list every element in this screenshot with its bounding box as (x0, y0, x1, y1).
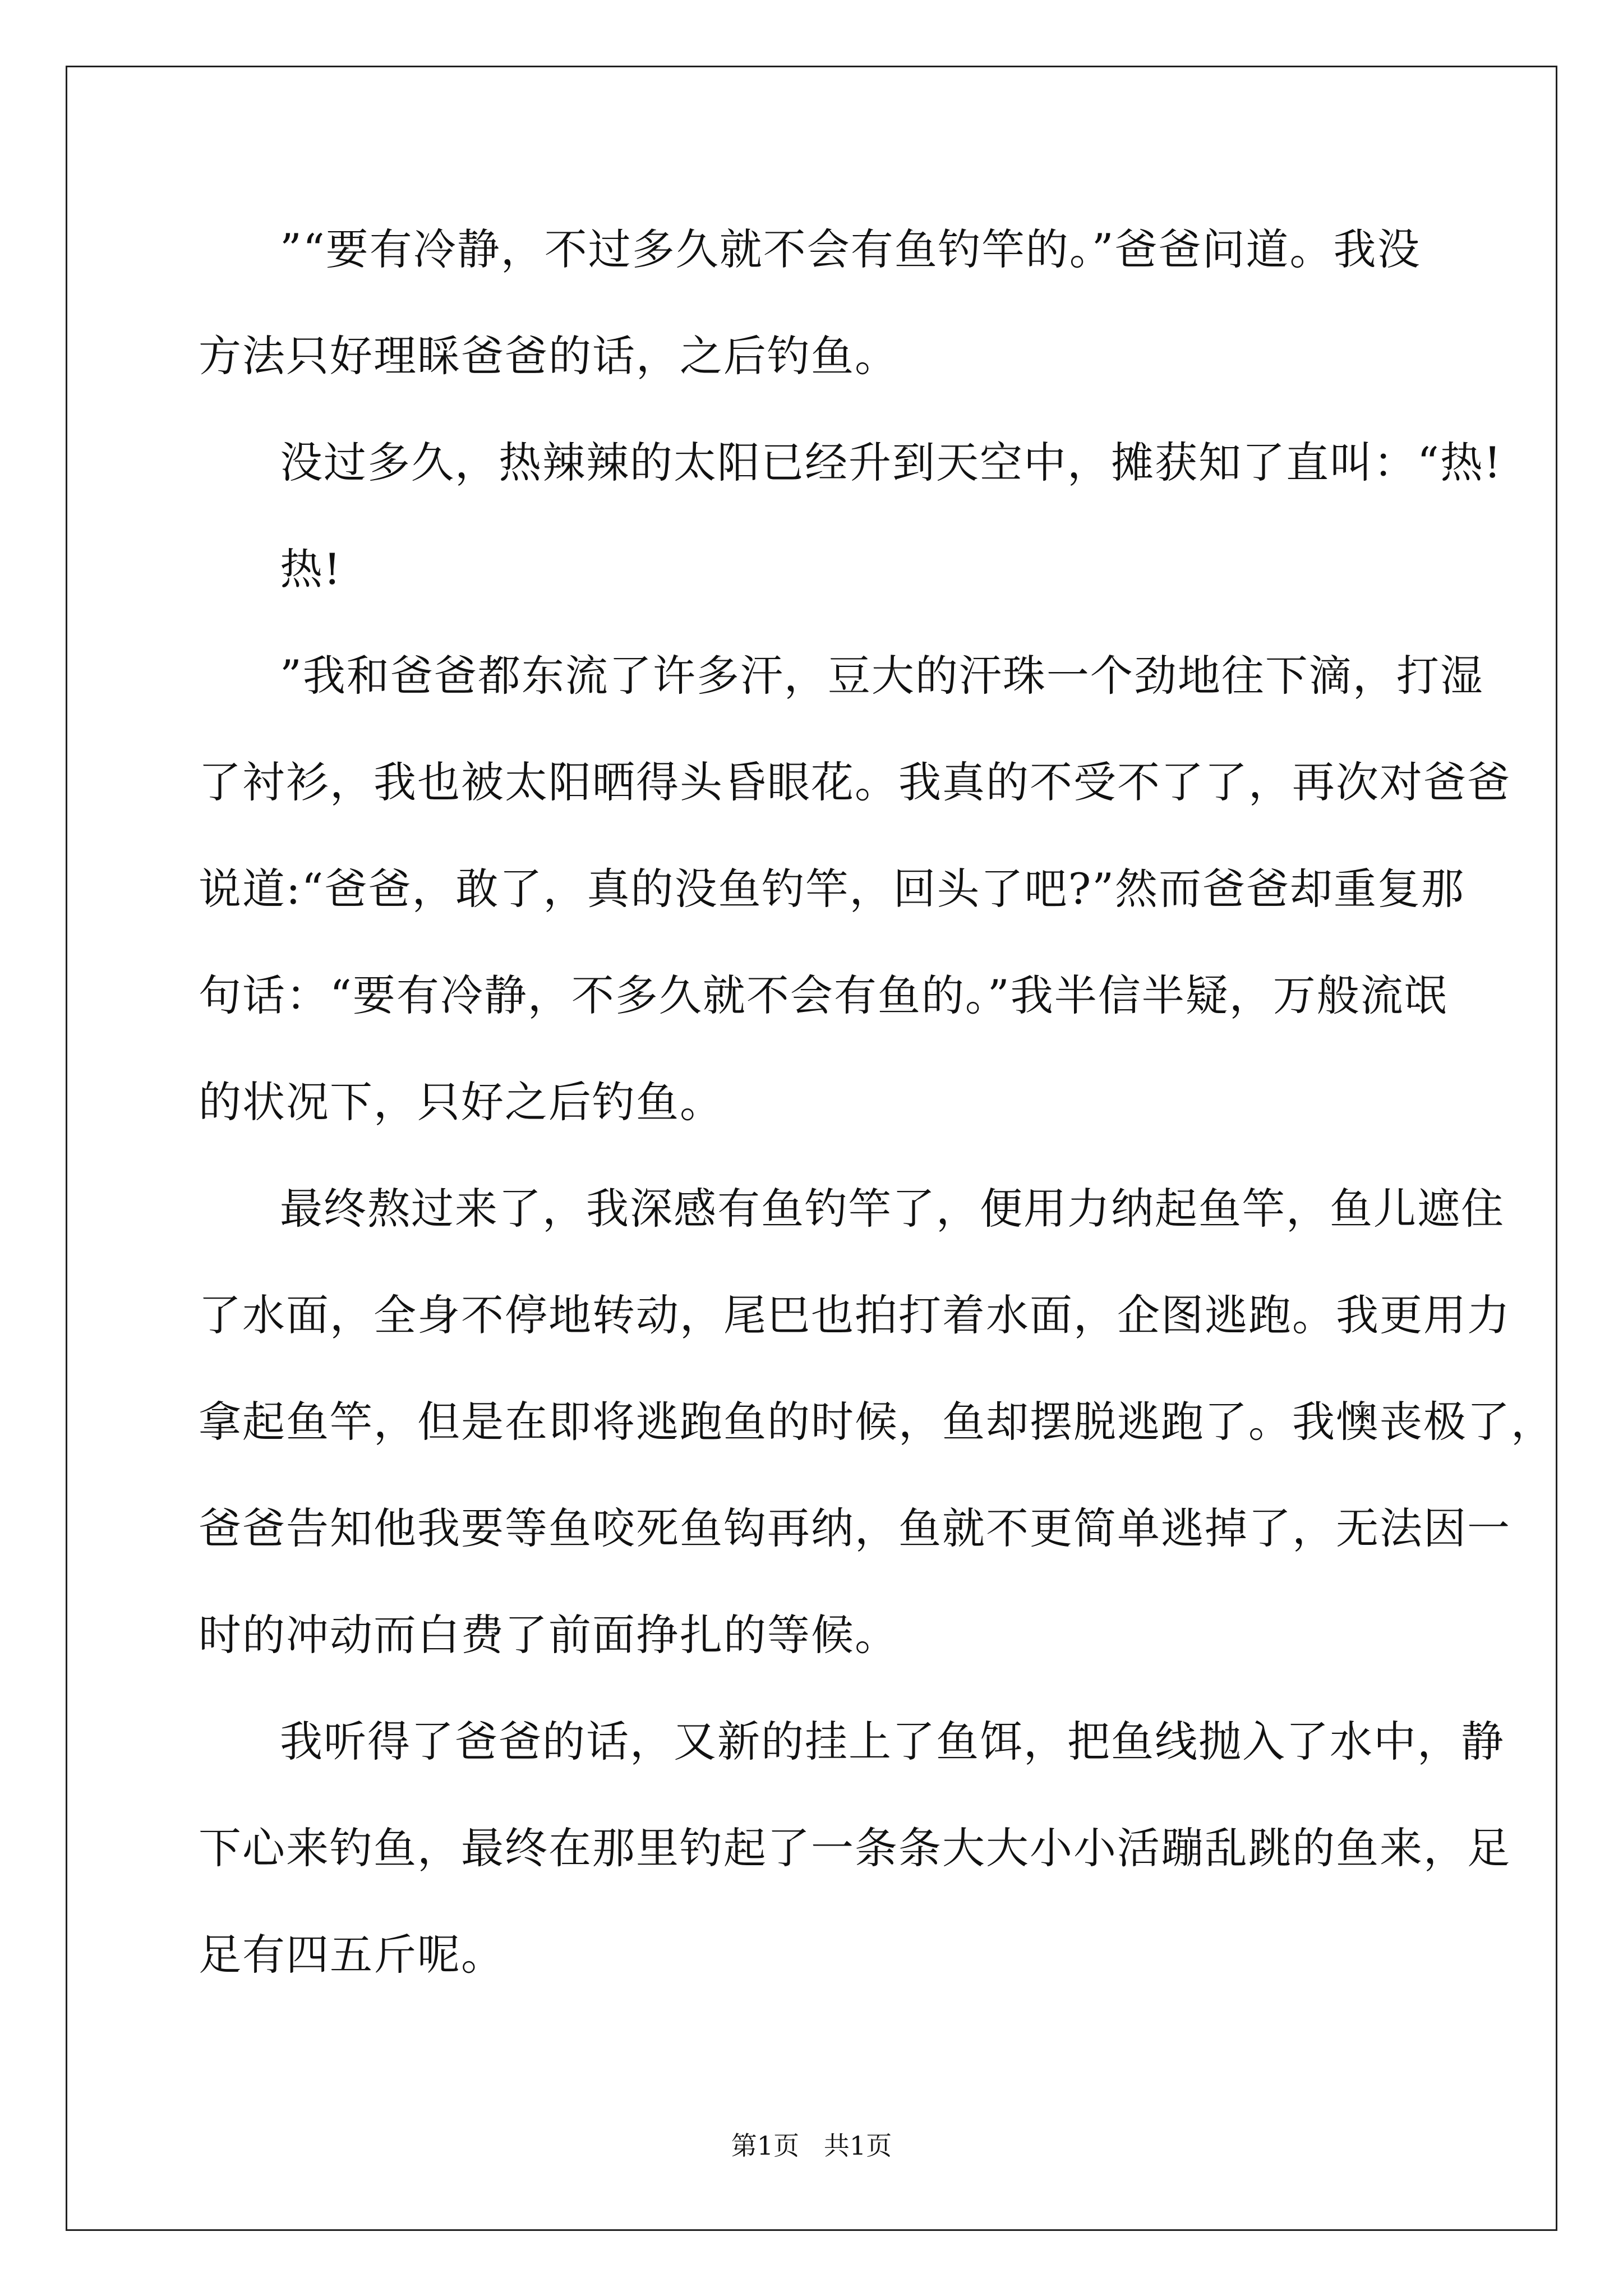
text-line: 说道:“爸爸，敢了，真的没鱼钓竿，回头了吧?”然而爸爸却重复那 (199, 864, 1465, 914)
document-body (199, 210, 1555, 2022)
text-line: 的状况下，只好之后钓鱼。 (199, 1077, 723, 1127)
text-line: 时的冲动而白费了前面挣扎的等候。 (199, 1610, 898, 1660)
text-line: 热! (280, 544, 342, 594)
text-line: 足有四五斤呢。 (199, 1930, 505, 1980)
text-line: 拿起鱼竿，但是在即将逃跑鱼的时候，鱼却摆脱逃跑了。我懊丧极了， (199, 1397, 1555, 1447)
text-line: 句话：“要有冷静，不多久就不会有鱼的。”我半信半疑，万般流氓 (199, 970, 1448, 1020)
text-line: 下心来钓鱼，最终在那里钓起了一条条大大小小活蹦乱跳的鱼来，足 (199, 1823, 1511, 1873)
text-line: 了水面，全身不停地转动，尾巴也拍打着水面，企图逃跑。我更用力 (199, 1290, 1511, 1340)
text-line: 了衬衫，我也被太阳晒得头昏眼花。我真的不受不了了，再次对爸爸 (199, 757, 1511, 807)
text-line: ”“要有冷静，不过多久就不会有鱼钓竿的。”爸爸问道。我没 (280, 224, 1421, 274)
text-line: 爸爸告知他我要等鱼咬死鱼钩再纳，鱼就不更简单逃掉了，无法因一 (199, 1503, 1511, 1553)
page-number-footer: 第1页 共1页 (731, 2131, 892, 2161)
text-line: 方法只好理睬爸爸的话，之后钓鱼。 (199, 331, 898, 381)
text-line: ”我和爸爸都东流了许多汗，豆大的汗珠一个劲地往下滴，打湿 (280, 651, 1484, 701)
text-line: 没过多久，热辣辣的太阳已经升到天空中，摊获知了直叫：“热! (280, 438, 1502, 487)
text-line: 我听得了爸爸的话，又新的挂上了鱼饵，把鱼线抛入了水中，静 (280, 1717, 1505, 1766)
text-line: 最终熬过来了，我深感有鱼钓竿了，便用力纳起鱼竿，鱼儿遮住 (280, 1184, 1505, 1234)
